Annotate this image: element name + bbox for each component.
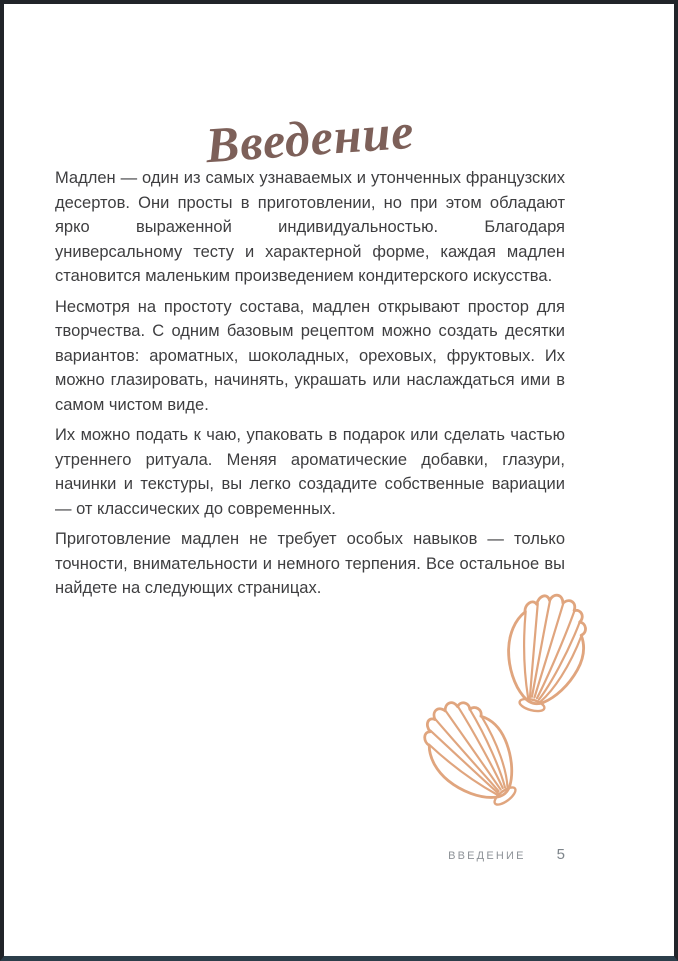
page-title: Введение — [203, 102, 417, 173]
madeleine-shell-bottom-icon — [409, 687, 537, 823]
paragraph: Несмотря на простоту состава, мадлен открывают простор для творчества. С одним базовым рецептом можно создать десятки вариантов: ароматных, шоколадных, ореховых, фруктовых. Их можно глазировать, начинять, украшать или наслаждаться ими в самом чистом виде. — [55, 297, 565, 414]
footer-section-label: ВВЕДЕНИЕ — [448, 850, 526, 862]
paragraph: Их можно подать к чаю, упаковать в подарок или сделать частью утреннего ритуала. Меняя ароматические добавки, глазури, начинки и текстуры, вы легко создадите собственные вариации — от классических до современных. — [55, 426, 565, 518]
paragraph: Мадлен — один из самых узнаваемых и утонченных французских десертов. Они просты в приготовлении, но при этом обладают ярко выраженной индивидуальностью. Благодаря универсальному тесту и характерной форме, каждая мадлен становится маленьким произведением кондитерского искусства. — [55, 169, 565, 285]
page-footer — [55, 846, 565, 863]
paragraph: Приготовление мадлен не требует особых навыков — только точности, внимательности и немного терпения. Все остальное вы найдете на следующих страницах. — [55, 530, 565, 597]
introduction-text — [55, 166, 565, 607]
page-number: 5 — [556, 846, 565, 863]
